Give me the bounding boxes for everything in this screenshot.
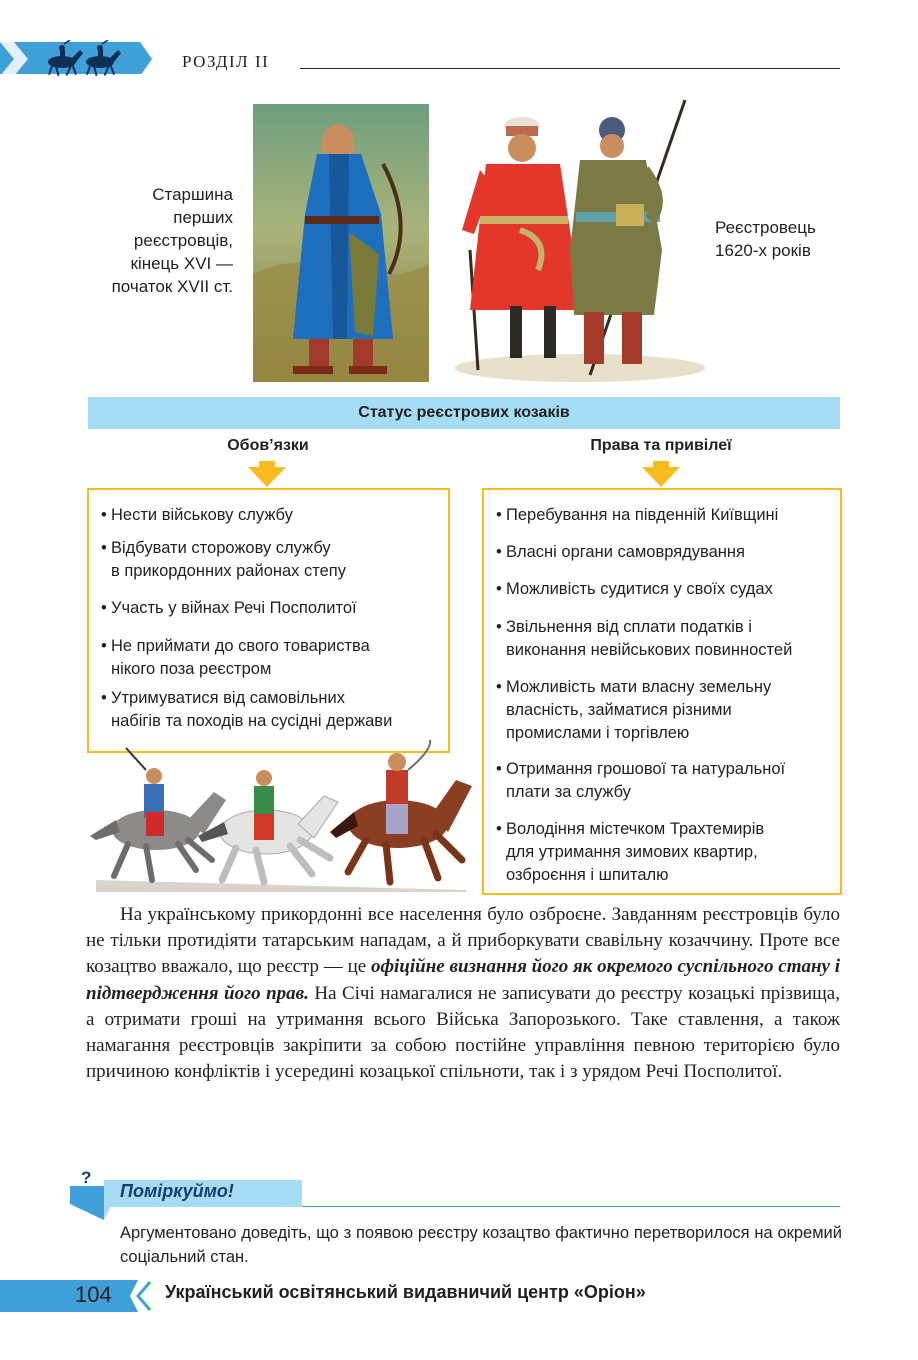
chevron-left-icon xyxy=(130,1280,156,1312)
rights-heading: Права та привілеї xyxy=(590,437,732,454)
publisher-name: Український освітянський видавничий центр «Оріон» xyxy=(165,1282,646,1302)
caption-line: початок XVII ст. xyxy=(111,277,233,296)
list-item: • Володіння містечком Трахтемирів для утримання зимових квартир, озброєння і шпиталю xyxy=(496,820,765,884)
list-item: • Участь у війнах Речі Посполитої xyxy=(101,599,357,617)
duties-box xyxy=(87,488,450,753)
down-arrow-icon xyxy=(642,467,680,487)
footer-band xyxy=(0,1280,138,1312)
caption-line: Старшина xyxy=(152,185,233,204)
right-figure-caption xyxy=(715,216,875,262)
caption-line: кінець XVI — xyxy=(130,254,233,273)
status-title-bar xyxy=(88,397,840,429)
page-number: 104 xyxy=(75,1282,112,1307)
section-title: РОЗДІЛ II xyxy=(182,52,270,71)
think-rule xyxy=(302,1206,840,1207)
horsemen-illustration xyxy=(86,740,478,892)
list-item: • Утримуватися від самовільних набігів та походів на сусідні держави xyxy=(101,689,393,730)
paragraph-text: На Січі намагалися не записувати до реєстру козацькі прізвища, а отримати гроші на утримання всього Війська Запорозького. Таке ставлення, а також намагання реєстровців закріпити за собою постійне управління певною територією було причиною конфліктів і усередині козацької спільноти, так і з урядом Речі Посполитої. xyxy=(86,982,840,1083)
caption-line: реєстровців, xyxy=(133,231,233,250)
think-question: Аргументовано доведіть, що з появою реєстру козацтво фактично перетворилося на окремий соціальний стан. xyxy=(120,1224,842,1266)
list-item: • Не приймати до свого товариства нікого поза реєстром xyxy=(101,637,370,678)
caption-line: Реєстровець xyxy=(715,218,816,237)
cossak-elder-illustration xyxy=(253,104,429,382)
header-rule xyxy=(300,68,840,69)
list-item: • Можливість мати власну земельну власність, займатися різними промислами і торгівлею xyxy=(496,678,772,742)
left-figure-caption xyxy=(110,183,233,298)
list-item: • Отримання грошової та натуральної плати за службу xyxy=(496,760,786,801)
riders-header-icon xyxy=(40,40,126,76)
duties-heading: Обов’язки xyxy=(227,437,309,454)
list-item: • Нести військову службу xyxy=(101,506,293,524)
caption-line: перших xyxy=(173,208,233,227)
list-item: • Власні органи самоврядування xyxy=(496,543,745,561)
paragraph-emphasis: офіційне визнання його як окремого суспільного стану і підтвердження його прав. xyxy=(86,956,841,1004)
caption-line: 1620-х років xyxy=(715,241,811,260)
body-paragraph xyxy=(86,902,840,1085)
list-item: • Відбувати сторожову службу в прикордонних районах степу xyxy=(101,539,346,580)
think-title: Поміркуймо! xyxy=(120,1181,234,1201)
rights-box xyxy=(482,488,842,895)
status-title: Статус реєстрових козаків xyxy=(358,404,570,421)
list-item: • Можливість судитися у своїх судах xyxy=(496,580,773,598)
list-item: • Перебування на південній Київщині xyxy=(496,506,779,524)
paragraph-text: На українському прикордонні все населення було озброєне. Завданням реєстровців було не тільки протидіяти татарським нападам, а й приборкувати свавільну козаччину. Проте все козацтво вважало, що реєстр — це xyxy=(86,904,840,978)
svg-text:?: ? xyxy=(81,1168,92,1187)
registered-cossacks-illustration xyxy=(440,100,710,385)
down-arrow-icon xyxy=(248,467,286,487)
list-item: • Звільнення від сплати податків і виконання невійськових повинностей xyxy=(496,618,793,659)
